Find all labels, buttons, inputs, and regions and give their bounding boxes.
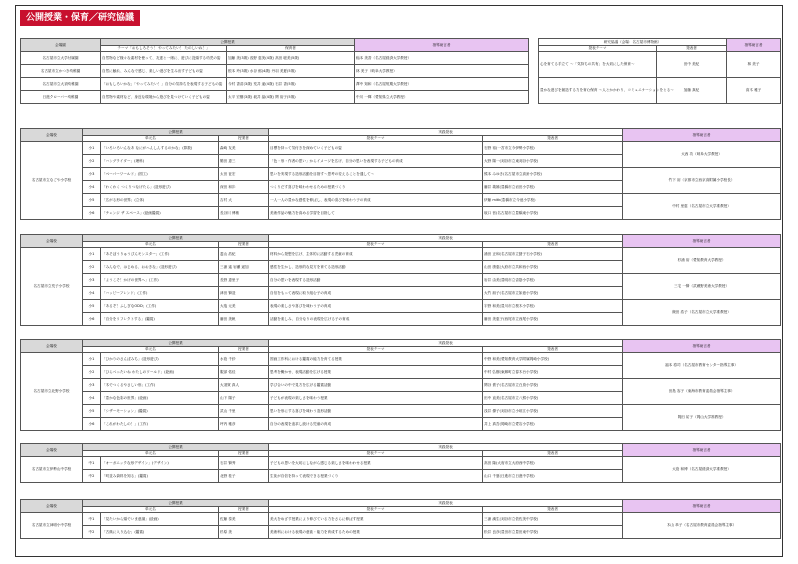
table-row	[21, 168, 781, 181]
guide-header: 指導助言者	[355, 39, 529, 52]
research-header: 研究協議（会場：名古屋市博物館）	[539, 39, 727, 46]
teacher-cell: 菱山 浩紀	[219, 248, 269, 261]
grade-cell: 小2	[83, 261, 101, 274]
adv-cell: 飯田 浩子（名古屋市立大学准教授）	[623, 300, 781, 326]
rtheme-cell: 子どもの思いを大切にしながら感じる楽しさを味わわせる授業	[269, 457, 483, 470]
teacher-header: 授業者	[219, 451, 269, 457]
presenter-cell: 中村 弘樹(東郷町立春木台小学校)	[483, 366, 623, 379]
unit-cell: 「ようこそ！かげの世界へ」(工作)	[101, 274, 219, 287]
rtheme-cell: 材料から発想を広げ、主体的に活動する児童の育成	[269, 248, 483, 261]
public-header: 公開授業	[83, 235, 269, 242]
research-header: 実践発表	[269, 340, 623, 347]
rtheme-cell: 思いを実現する造形活動を目指す～思考の変えることを通して～	[269, 168, 483, 181]
adv-header: 指導助言者	[623, 444, 781, 457]
adv-cell: 田島 容子（東海市教育委員会指導主事）	[623, 379, 781, 405]
presenter-cell: 中野 和美(愛知教育大学附属岡崎小学校)	[483, 353, 623, 366]
unit-header: 単元名	[83, 242, 219, 248]
grade-cell: 中1	[83, 513, 101, 526]
research-presenter-cell: 田中 美紀	[657, 52, 727, 78]
teachers-cell: 太平 宏樹(3歳) 坂井 晶(4歳) 関 裕子(5歳)	[227, 91, 355, 104]
table-row	[21, 52, 529, 65]
unit-cell: 「町並み資料を知る」(鑑賞)	[101, 470, 219, 483]
unit-cell: 「ひらべったいね わたしのワールド」(絵画)	[101, 366, 219, 379]
rtheme-cell: 活動を楽しみ、自分なりの表現を広げる子の育成	[269, 313, 483, 326]
school-cell: 名古屋市立かつき幼稚園	[21, 65, 101, 78]
rtheme-cell: 自分の表現を追求し続ける児童の育成	[269, 418, 483, 431]
presenter-cell: 松井 良彦(豊田市立豊田東中学校)	[483, 526, 623, 539]
adv-cell: 竹下 裕（京都市立西京高附属小学校長）	[623, 168, 781, 194]
grade-cell: 中1	[83, 457, 101, 470]
school-header: 会場校	[21, 340, 83, 353]
unit-cell: 「いろいろいんなあ なにがへんしんするのかな」(算数)	[101, 142, 219, 155]
research-adv-cell: 林 美子	[727, 52, 781, 78]
rtheme-cell: 子どもが表現の楽しさを味わう授業	[269, 392, 483, 405]
adv-header: 指導助言者	[623, 235, 781, 248]
research-theme-cell: 心を育てる手立て ～「気持ちの共有」を大切にした保育～	[539, 52, 657, 78]
adv-cell: 木山 恭子（名古屋市教育委員会指導主事）	[623, 513, 781, 539]
table-row	[21, 457, 781, 470]
teacher-cell: 山下 陽子	[219, 392, 269, 405]
grade-cell: 小5	[83, 405, 101, 418]
school-block-table	[20, 499, 781, 539]
grade-cell: 中2	[83, 526, 101, 539]
rtheme-cell: 「色・形・作者の思い」からイメージを広げ、自分の思いを表現する子どもの育成	[269, 155, 483, 168]
teacher-header: 授業者	[219, 242, 269, 248]
teachers-cell: 加藤 美(3歳) 浅野 恵美(4歳) 高田 聡美(5歳)	[227, 52, 355, 65]
teacher-cell: 深田 和歩	[219, 181, 269, 194]
unit-cell: 「古典に入り込む」(鑑賞)	[101, 526, 219, 539]
school-cell: 日進クローバー幼稚園	[21, 91, 101, 104]
school-cell: 名古屋市立北野小学校	[21, 353, 83, 431]
public-sub: テーマ「おもしろそう！ やってみたい！ たのしいね！」	[101, 46, 227, 52]
teacher-header: 授業者	[219, 136, 269, 142]
school-header: 会場校	[21, 444, 83, 457]
table-row	[21, 300, 781, 313]
teacher-cell: 鶴田 恵三	[219, 155, 269, 168]
theme-cell: 自然物や素材など、身近な環境から遊びを見つけていく子どもの姿	[101, 91, 227, 104]
research-table	[538, 38, 781, 104]
grade-cell: 中2	[83, 470, 101, 483]
adv-cell: 林 美子（岐阜大学教授）	[355, 65, 529, 78]
unit-cell: 「広がる形の世界」(立体)	[101, 194, 219, 207]
unit-cell: 「ペーパーワールド」(図工)	[101, 168, 219, 181]
public-header: 公開授業	[83, 500, 269, 507]
table-row	[21, 91, 529, 104]
public-header: 公開授業	[83, 129, 269, 136]
grade-cell: 小1	[83, 142, 101, 155]
teacher-cell: 服部 佑佳	[219, 366, 269, 379]
unit-cell: 「あるぞ！ふしぎなODD」(工作)	[101, 300, 219, 313]
presenter-cell: 藤井 義雄(豊橋市立岩田小学校)	[483, 181, 623, 194]
adv-cell: 大島 和博（名古屋経済大学准教授）	[623, 457, 781, 483]
theme-header: 保育者	[227, 46, 355, 52]
rtheme-cell: つくりだす喜びを味わわせるための授業づくり	[269, 181, 483, 194]
teacher-cell: 大須賀 真人	[219, 379, 269, 392]
public-header: 公開授業	[101, 39, 355, 46]
table-row	[21, 248, 781, 261]
teachers-cell: 根本 玲(3歳) 水谷 郁(4歳) 丹羽 美夏(5歳)	[227, 65, 355, 78]
teacher-header: 授業者	[219, 347, 269, 353]
rtheme-cell: 美大をめざす授業により伸びている力をさらに伸ばす授業	[269, 513, 483, 526]
adv-cell: 大西 功（岐阜大学教授）	[623, 142, 781, 168]
grade-cell: 小2	[83, 366, 101, 379]
unit-cell: 「ハングライダー」(理科)	[101, 155, 219, 168]
rtheme-cell: 美術作品の魅力を高める学習を目指して	[269, 207, 483, 220]
grade-cell: 小6	[83, 207, 101, 220]
rtheme-cell: 表現の楽しさや喜びを味わう子の育成	[269, 300, 483, 313]
table-row	[21, 353, 781, 366]
adv-cell: 澤中 知和（名古屋短期大学教授）	[355, 78, 529, 91]
presenter-cell: 熊本 みゆき(名古屋市立高針小学校)	[483, 168, 623, 181]
rtheme-cell: 自分の思いを表現する造形活動	[269, 274, 483, 287]
adv-cell: 杉浦 裕（愛知教育大学教授）	[623, 248, 781, 274]
presenter-cell: 関谷 貴子(名古屋市立白鳥小学校)	[483, 379, 623, 392]
presenter-cell: 宇野 和美(豊川市立桜木小学校)	[483, 300, 623, 313]
rtheme-cell: 学び合いの中で見方を広げる鑑賞活動	[269, 379, 483, 392]
teacher-cell: 杉原 美	[219, 526, 269, 539]
school-header: 会場園	[21, 39, 101, 52]
presenter-header: 発表者	[483, 507, 623, 513]
school-cell: 名古屋市立神明小中学校	[21, 513, 83, 539]
presenter-cell: 浅井 優子(刈谷市立小垣江小学校)	[483, 405, 623, 418]
public-header: 公開授業	[83, 444, 269, 451]
unit-cell: 「わくわく つくりつなげたら」(造形遊び)	[101, 181, 219, 194]
public-header: 公開授業	[83, 340, 269, 347]
table-row	[21, 65, 529, 78]
unit-header: 単元名	[83, 347, 219, 353]
grade-cell: 小5	[83, 194, 101, 207]
table-row	[21, 194, 781, 207]
grade-cell: 小1	[83, 353, 101, 366]
adv-cell: 岡田 祐子（岡山大学准教授）	[623, 405, 781, 431]
table-row	[539, 52, 781, 78]
rtheme-header: 発表テーマ	[269, 507, 483, 513]
research-adv-header: 指導助言者	[727, 39, 781, 52]
grade-cell: 小4	[83, 287, 101, 300]
teachers-cell: 今村 香苗(3歳) 荒井 遥(4歳) 石井 香(5歳)	[227, 78, 355, 91]
school-cell: 名古屋市立大学付属園	[21, 52, 101, 65]
grade-cell: 小6	[83, 418, 101, 431]
rtheme-cell: 一人一人の豊かな感性を伸ばし、表現の喜びを味わう子の育成	[269, 194, 483, 207]
teacher-cell: 森崎 友美	[219, 142, 269, 155]
unit-cell: 「ハッピーフレンド」(工作)	[101, 287, 219, 300]
table-row	[21, 405, 781, 418]
unit-header: 単元名	[83, 136, 219, 142]
unit-header: 単元名	[83, 451, 219, 457]
presenter-cell: 三浦 満生(刈谷市立依佐美中学校)	[483, 513, 623, 526]
teacher-cell: 水島 千紗	[219, 353, 269, 366]
teacher-cell: 石井 賢秀	[219, 457, 269, 470]
table-row	[21, 142, 781, 155]
unit-cell: 「みんなで、はじめる、おおきな」(造形遊び)	[101, 261, 219, 274]
theme-cell: 自然物など様々な素材を使って、友達と一緒に、遊びに没頭する幼児の姿	[101, 52, 227, 65]
grade-cell: 小2	[83, 155, 101, 168]
school-block-table	[20, 339, 781, 431]
teacher-cell: 坪内 雅彦	[219, 418, 269, 431]
page	[15, 5, 783, 557]
grade-cell: 小4	[83, 392, 101, 405]
presenter-cell: 伊藤 mitk(豊橋市立今池小学校)	[483, 194, 623, 207]
table-row	[21, 379, 781, 392]
teacher-cell: 藤田 美帆	[219, 313, 269, 326]
presenter-cell: 山田 康恵(大府市立共和西小学校)	[483, 261, 623, 274]
rtheme-cell: 思いを形にする喜びを味わう造形活動	[269, 405, 483, 418]
unit-cell: 「木でつくるやさしい形」(工作)	[101, 379, 219, 392]
presenter-header: 発表者	[483, 347, 623, 353]
rtheme-cell: 図画工作科における鑑賞の能力を育てる授業	[269, 353, 483, 366]
presenter-cell: 岩井 由美(豊明市立沓掛小学校)	[483, 274, 623, 287]
grade-cell: 小6	[83, 313, 101, 326]
rtheme-cell: 目標を持って気付きを深めていく子どもの姿	[269, 142, 483, 155]
presenter-cell: 坂口 晋(名古屋市立豊橋東小学校)	[483, 207, 623, 220]
adv-header: 指導助言者	[623, 500, 781, 513]
presenter-cell: 大野 陽一(刈谷市立東刈谷小学校)	[483, 155, 623, 168]
rtheme-header: 発表テーマ	[269, 242, 483, 248]
kindergarten-table	[20, 38, 529, 104]
adv-header: 指導助言者	[623, 129, 781, 142]
unit-cell: 「豊かな色彩の世界」(絵画)	[101, 392, 219, 405]
unit-cell: 「見たいから頭でいま意識」(絵画)	[101, 513, 219, 526]
unit-header: 単元名	[83, 507, 219, 513]
presenter-cell: 大竹 朋子(名古屋市立如意小学校)	[483, 287, 623, 300]
research-presenter-cell: 加藤 真紀	[657, 78, 727, 104]
school-cell: 名古屋市立荒子小学校	[21, 248, 83, 326]
adv-cell: 三宅 一賢（武蔵野美術大学教授）	[623, 274, 781, 300]
rtheme-header: 発表テーマ	[269, 136, 483, 142]
research-theme-header: 発表テーマ	[539, 46, 657, 52]
teacher-cell: 大塩 元美	[219, 300, 269, 313]
table-row	[21, 513, 781, 526]
school-block-table	[20, 128, 781, 220]
teacher-cell: 武山 千里	[219, 405, 269, 418]
unit-cell: 「シザーモーション」(鑑賞)	[101, 405, 219, 418]
presenter-cell: 山口 千夏(日進市立日進中学校)	[483, 470, 623, 483]
research-header: 実践発表	[269, 444, 623, 451]
research-header: 実践発表	[269, 235, 623, 242]
grade-cell: 小1	[83, 248, 101, 261]
presenter-header: 発表者	[483, 242, 623, 248]
school-cell: 名古屋市立大須幼稚園	[21, 78, 101, 91]
presenter-cell: 浦田 正和(名古屋市立猪子石小学校)	[483, 248, 623, 261]
presenter-header: 発表者	[483, 136, 623, 142]
school-header: 会場校	[21, 500, 83, 513]
unit-cell: 「オーガニックな形デザイン」(デザイン)	[101, 457, 219, 470]
presenter-cell: 石野 裕(一宮市立今伊勢小学校)	[483, 142, 623, 155]
teacher-cell: 吉村 大	[219, 194, 269, 207]
theme-cell: 自然に触れ、みんなで感じ、楽しい遊びを生み出す子どもの姿	[101, 65, 227, 78]
research-adv-cell: 高木 雅子	[727, 78, 781, 104]
teacher-cell: 津田 賢造	[219, 287, 269, 300]
grade-cell: 小4	[83, 181, 101, 194]
school-cell: 名古屋市立なごや小学校	[21, 142, 83, 220]
rtheme-cell: 感性を生かし、造形的な見方を育てる造形活動	[269, 261, 483, 274]
presenter-header: 発表者	[483, 451, 623, 457]
unit-cell: 「自分をリフレクトする」(鑑賞)	[101, 313, 219, 326]
table-row	[21, 78, 529, 91]
teacher-cell: 長野 恵里子	[219, 274, 269, 287]
teacher-cell: 太田 征宏	[219, 168, 269, 181]
adv-cell: 稲本 美香（名古屋経済大学教授）	[355, 52, 529, 65]
school-block-table	[20, 443, 781, 483]
research-theme-cell: 豊かな遊びを創造する力を育む保育 ～人とかかわり、コミュニケーションをとる～	[539, 78, 657, 104]
teacher-cell: 三浦 遙 岩瀬 遥加	[219, 261, 269, 274]
grade-cell: 小5	[83, 300, 101, 313]
presenter-cell: 井上 真吾(岡崎市立愛宕小学校)	[483, 418, 623, 431]
page-title: 公開授業・保育／研究協議	[20, 10, 140, 26]
teacher-header: 授業者	[219, 507, 269, 513]
adv-cell: 中村 里恵（名古屋市立大学准教授）	[623, 194, 781, 220]
presenter-cell: 田中 直美(名古屋市立八熊小学校)	[483, 392, 623, 405]
research-presenter-header: 発表者	[657, 46, 727, 52]
teacher-cell: 佐藤 泰美	[219, 513, 269, 526]
adv-cell: 中川 一輝（愛知県立大学教授）	[355, 91, 529, 104]
school-header: 会場校	[21, 235, 83, 248]
unit-cell: 「これがわたしの！」(工作)	[101, 418, 219, 431]
grade-cell: 小3	[83, 379, 101, 392]
school-block-table	[20, 234, 781, 326]
unit-cell: 「ひかりのさんぽみち」(造形遊び)	[101, 353, 219, 366]
table-row	[21, 274, 781, 287]
theme-cell: 「おもしろいかな」「やってみたい！」自分の気持ちを表現する子どもの姿	[101, 78, 227, 91]
rtheme-cell: 美術科における表現の意欲・能力を育成するための授業	[269, 526, 483, 539]
school-cell: 名古屋市立伊勢山中学校	[21, 457, 83, 483]
rtheme-header: 発表テーマ	[269, 347, 483, 353]
rtheme-cell: 思考を働かせ、表現活動を広げる授業	[269, 366, 483, 379]
presenter-cell: 藤田 美恵子(西尾市立西尾小学校)	[483, 313, 623, 326]
unit-cell: 「チェンジ ザ スペース」(絵画鑑賞)	[101, 207, 219, 220]
rtheme-cell: 自信をもって表現に取り組む子の育成	[269, 287, 483, 300]
grade-cell: 小3	[83, 274, 101, 287]
research-header: 実践発表	[269, 129, 623, 136]
teacher-cell: 北野 桂子	[219, 470, 269, 483]
adv-header: 指導助言者	[623, 340, 781, 353]
table-row	[539, 78, 781, 104]
adv-cell: 福本 将司（名古屋市教育センター指導主事）	[623, 353, 781, 379]
presenter-cell: 高田 隆(大府市立大府西中学校)	[483, 457, 623, 470]
rtheme-cell: 生徒が自信を持って表現できる授業づくり	[269, 470, 483, 483]
unit-cell: 「あそぼうりゅうびんモンスター」(工作)	[101, 248, 219, 261]
research-header: 実践発表	[269, 500, 623, 507]
school-header: 会場校	[21, 129, 83, 142]
teacher-cell: 長谷川 博敏	[219, 207, 269, 220]
grade-cell: 小3	[83, 168, 101, 181]
rtheme-header: 発表テーマ	[269, 451, 483, 457]
